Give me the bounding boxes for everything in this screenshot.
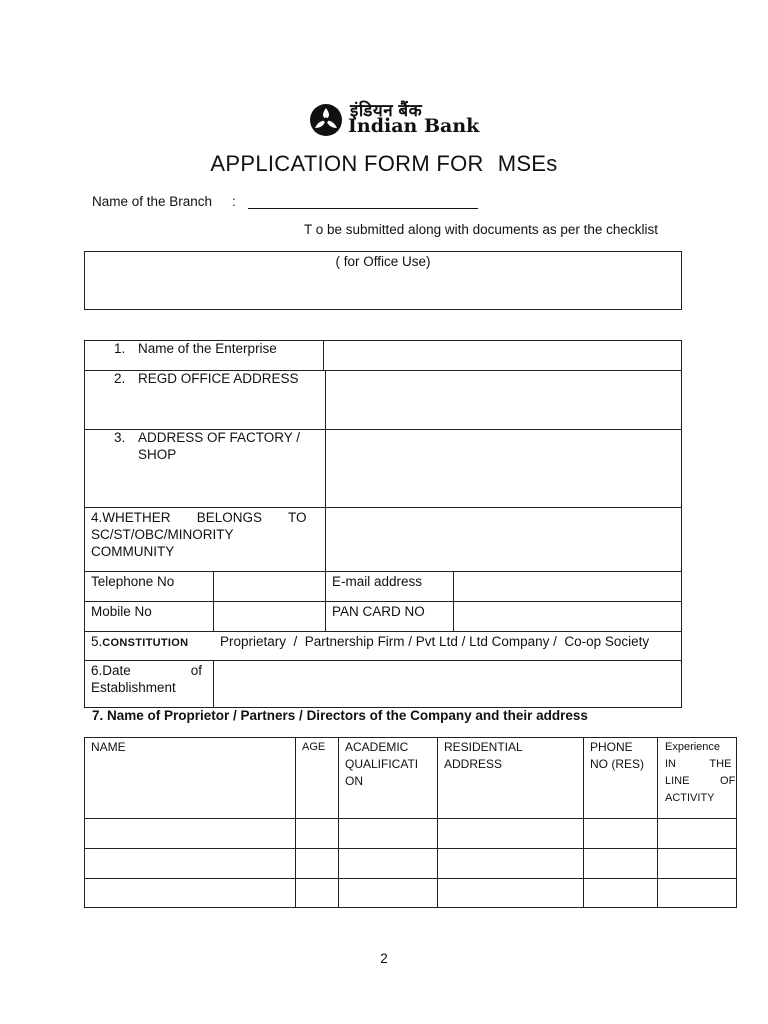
page-number: 2 bbox=[380, 951, 388, 966]
logo-hindi-text: इंडियन बैंक bbox=[350, 101, 423, 120]
mobile-label: Mobile No bbox=[91, 604, 152, 619]
title-main: APPLICATION FORM FOR bbox=[210, 151, 484, 176]
table-border bbox=[325, 571, 326, 632]
constitution-number: 5. bbox=[91, 634, 103, 649]
table-border bbox=[84, 907, 737, 908]
office-use-box[interactable] bbox=[84, 251, 682, 310]
col-header-academic: ACADEMIC bbox=[345, 740, 409, 754]
table-border bbox=[323, 340, 324, 371]
branch-name-field[interactable] bbox=[248, 208, 478, 209]
community-label-line2: SC/ST/OBC/MINORITY bbox=[91, 527, 234, 542]
pan-card-label: PAN CARD NO bbox=[332, 604, 425, 619]
col-header-academic-l2: QUALIFICATI bbox=[345, 757, 419, 771]
checklist-note: T o be submitted along with documents as per the checklist bbox=[304, 222, 658, 237]
community-label-line3: COMMUNITY bbox=[91, 544, 175, 559]
item3-number: 3. bbox=[114, 430, 126, 445]
table-border bbox=[213, 571, 214, 632]
date-establishment-field[interactable] bbox=[215, 662, 679, 706]
branch-label: Name of the Branch bbox=[92, 194, 213, 209]
pan-card-field[interactable] bbox=[455, 603, 679, 630]
col-header-residential-l2: ADDRESS bbox=[444, 757, 503, 771]
factory-address-label: ADDRESS OF FACTORY / bbox=[138, 430, 301, 445]
office-use-label: ( for Office Use) bbox=[335, 254, 431, 269]
table-border bbox=[453, 571, 454, 632]
page-title bbox=[0, 151, 768, 177]
date-establishment-label-line2: Establishment bbox=[91, 680, 176, 695]
factory-address-label-shop: SHOP bbox=[138, 447, 177, 462]
regd-office-address-label: REGD OFFICE ADDRESS bbox=[138, 371, 299, 386]
item2-number: 2. bbox=[114, 371, 126, 386]
item1-number: 1. bbox=[114, 341, 126, 356]
community-field[interactable] bbox=[327, 509, 679, 570]
table-border bbox=[84, 660, 682, 661]
enterprise-name-field[interactable] bbox=[325, 342, 679, 369]
constitution-label: CONSTITUTION bbox=[102, 637, 189, 649]
telephone-label: Telephone No bbox=[91, 574, 175, 589]
title-mses: MSEs bbox=[497, 151, 558, 176]
col-header-experience: Experience bbox=[665, 741, 721, 753]
email-field[interactable] bbox=[455, 573, 679, 600]
logo-english-text: Indian Bank bbox=[348, 115, 480, 137]
branch-colon: : bbox=[232, 194, 236, 209]
factory-address-field[interactable] bbox=[327, 431, 679, 506]
community-label: 4.WHETHER BELONGS TO bbox=[91, 510, 307, 525]
indian-bank-logo bbox=[306, 98, 480, 140]
table-border bbox=[84, 340, 85, 708]
col-header-residential: RESIDENTIAL bbox=[444, 740, 523, 754]
table-border bbox=[681, 340, 682, 708]
email-label: E-mail address bbox=[332, 574, 423, 589]
col-header-age: AGE bbox=[302, 741, 326, 753]
table-row[interactable] bbox=[85, 819, 736, 848]
table-border bbox=[736, 737, 737, 908]
mobile-field[interactable] bbox=[215, 603, 324, 630]
col-header-name: NAME bbox=[91, 740, 126, 754]
regd-office-address-field[interactable] bbox=[327, 372, 679, 428]
table-border bbox=[84, 571, 682, 572]
table-border bbox=[84, 737, 737, 738]
constitution-label-wrap bbox=[91, 633, 188, 652]
col-header-experience-l3: LINE OF bbox=[665, 775, 736, 787]
table-border bbox=[84, 601, 682, 602]
col-header-phone: PHONE bbox=[590, 740, 633, 754]
table-row[interactable] bbox=[85, 879, 736, 907]
col-header-academic-l3: ON bbox=[345, 774, 363, 788]
indian-bank-emblem-icon bbox=[306, 102, 346, 138]
telephone-field[interactable] bbox=[215, 573, 324, 600]
col-header-experience-l4: ACTIVITY bbox=[665, 792, 715, 804]
table-border bbox=[213, 660, 214, 708]
table-row[interactable] bbox=[85, 849, 736, 878]
constitution-options[interactable]: Proprietary / Partnership Firm / Pvt Ltd / Ltd Company / Co-op Society bbox=[220, 634, 650, 649]
col-header-experience-l2: IN THE bbox=[665, 758, 732, 770]
col-header-phone-l2: NO (RES) bbox=[590, 757, 644, 771]
enterprise-name-label: Name of the Enterprise bbox=[138, 341, 277, 356]
table-border bbox=[325, 370, 326, 572]
table-border bbox=[84, 507, 682, 508]
table-border bbox=[84, 631, 682, 632]
date-establishment-label: 6.Date of bbox=[91, 663, 203, 678]
section7-heading: 7. Name of Proprietor / Partners / Directors of the Company and their address bbox=[92, 708, 588, 723]
